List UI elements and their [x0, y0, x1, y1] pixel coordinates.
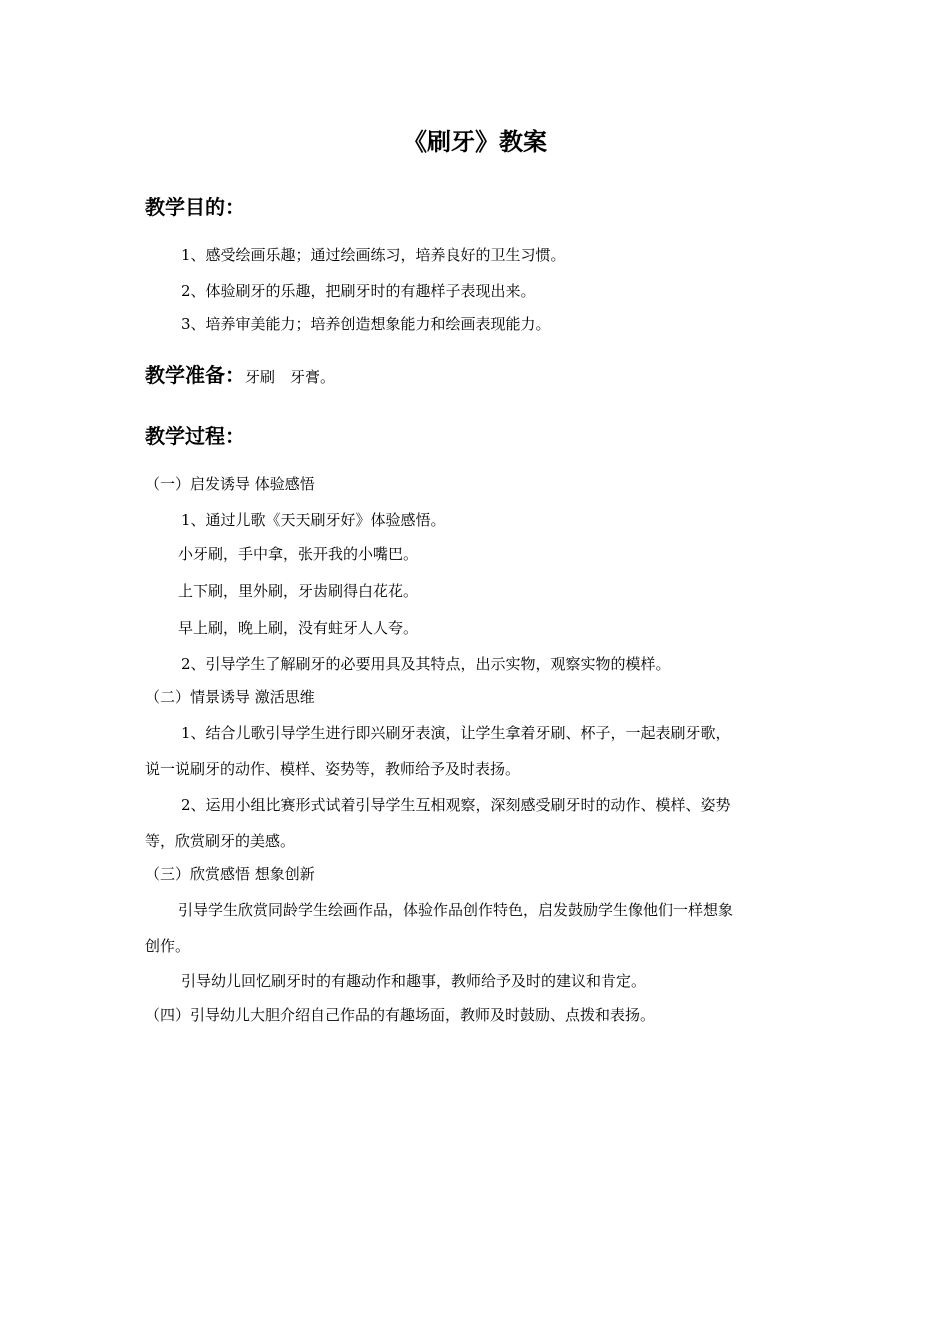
objectives-heading: 教学目的：	[145, 195, 245, 219]
process-line: 引导学生欣赏同龄学生绘画作品，体验作品创作特色，启发鼓励学生像他们一样想象	[178, 901, 734, 919]
document-title: 《刷牙》教案	[403, 128, 547, 156]
rhyme-line-2: 上下刷，里外刷，牙齿刷得白花花。	[178, 582, 419, 600]
process-step-4-heading: （四）引导幼儿大胆介绍自己作品的有趣场面，教师及时鼓励、点拨和表扬。	[145, 1006, 656, 1024]
process-step-3-heading: （三）欣赏感悟 想象创新	[145, 865, 315, 883]
rhyme-line-3: 早上刷，晚上刷，没有蛀牙人人夸。	[178, 619, 419, 637]
process-line: 说一说刷牙的动作、模样、姿势等，教师给予及时表扬。	[145, 760, 521, 778]
preparation-heading: 教学准备：	[145, 363, 245, 387]
process-line: 2、运用小组比赛形式试着引导学生互相观察，深刻感受刷牙时的动作、模样、姿势	[181, 796, 731, 814]
process-heading: 教学过程：	[145, 424, 245, 448]
objective-item-2: 2、体验刷牙的乐趣，把刷牙时的有趣样子表现出来。	[181, 282, 536, 300]
objective-item-1: 1、感受绘画乐趣；通过绘画练习，培养良好的卫生习惯。	[181, 246, 566, 264]
preparation-text: 牙刷 牙膏。	[245, 368, 336, 386]
process-step-2-heading: （二）情景诱导 激活思维	[145, 688, 315, 706]
process-line: 1、通过儿歌《天天刷牙好》体验感悟。	[181, 511, 446, 529]
process-line: 创作。	[145, 937, 191, 955]
process-line: 1、结合儿歌引导学生进行即兴刷牙表演，让学生拿着牙刷、杯子，一起表刷牙歌，	[181, 724, 731, 742]
objective-item-3: 3、培养审美能力；培养创造想象能力和绘画表现能力。	[181, 315, 551, 333]
process-step-1-heading: （一）启发诱导 体验感悟	[145, 475, 315, 493]
preparation-section	[145, 361, 335, 391]
rhyme-line-1: 小牙刷，手中拿，张开我的小嘴巴。	[178, 545, 419, 563]
process-line: 2、引导学生了解刷牙的必要用具及其特点，出示实物，观察实物的模样。	[181, 655, 671, 673]
process-line: 引导幼儿回忆刷牙时的有趣动作和趣事，教师给予及时的建议和肯定。	[181, 972, 647, 990]
process-line: 等，欣赏刷牙的美感。	[145, 832, 296, 850]
